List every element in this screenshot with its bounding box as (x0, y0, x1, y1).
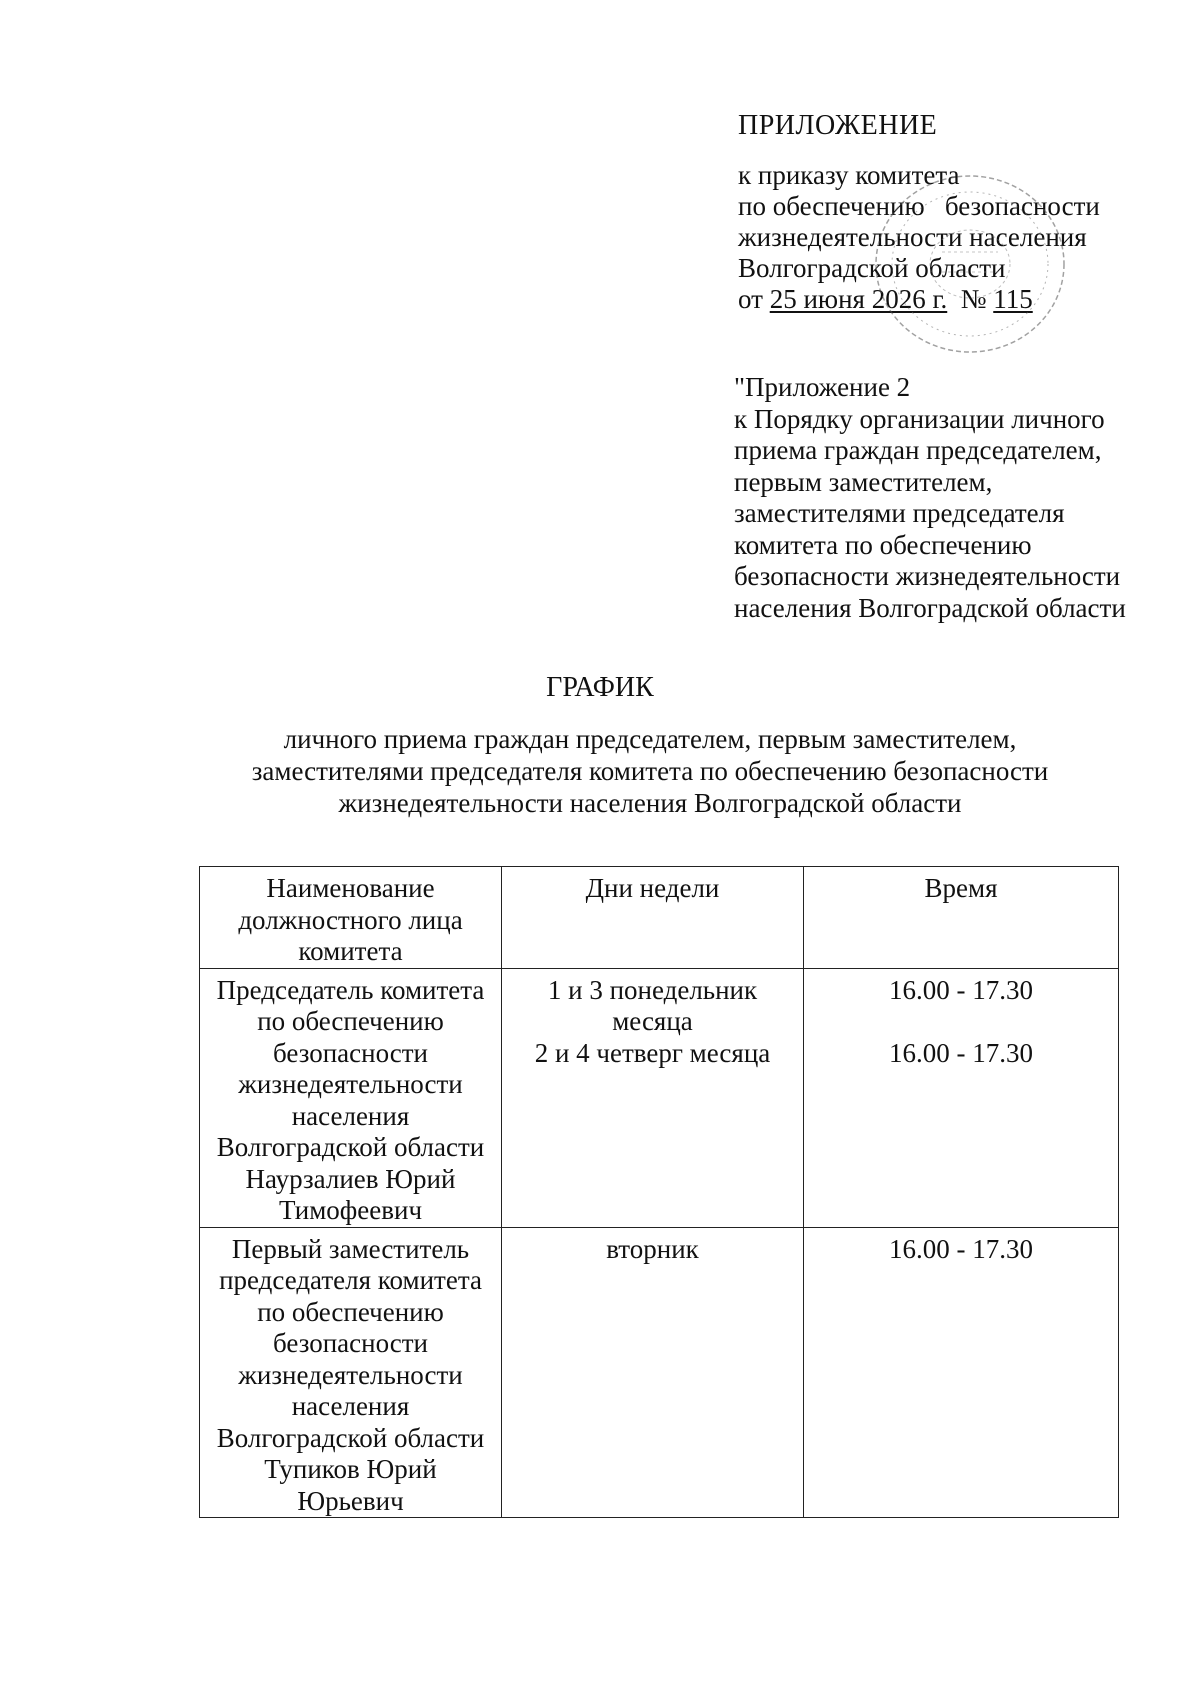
official-line: Юрьевич (297, 1485, 404, 1516)
order-ref-line: по обеспечению безопасности (738, 191, 1100, 221)
header-days (502, 867, 804, 969)
official-line: Наурзалиев Юрий (245, 1163, 456, 1194)
table-header-row (200, 867, 1119, 969)
procedure-ref-line: первым заместителем, (734, 466, 993, 497)
order-number-sign: № (960, 284, 994, 314)
official-line: по обеспечению (257, 1006, 444, 1036)
time-value: 16.00 - 17.30 (889, 974, 1033, 1005)
order-ref-line: Волгоградской области (738, 253, 1006, 283)
subtitle-line: заместителями председателя комитета по обеспечению безопасности (251, 756, 1049, 786)
procedure-ref-line: приема граждан председателем, (734, 435, 1102, 465)
procedure-ref-line: комитета по обеспечению (734, 529, 1032, 560)
order-number: 115 (993, 284, 1033, 314)
header-official-line: должностного лица (238, 904, 463, 935)
schedule-table (199, 866, 1119, 1518)
official-line: Председатель комитета (216, 974, 485, 1005)
order-ref-line: жизнедеятельности населения (738, 222, 1087, 252)
procedure-ref-line: населения Волгоградской области (734, 592, 1126, 623)
order-date: 25 июня 2026 г. (769, 284, 948, 314)
official-line: Волгоградской области (216, 1422, 485, 1453)
official-line: по обеспечению (257, 1296, 444, 1327)
subtitle-line: жизнедеятельности населения Волгоградской области (338, 788, 962, 818)
procedure-ref-line: безопасности жизнедеятельности (734, 561, 1121, 591)
time-value: 16.00 - 17.30 (889, 1037, 1033, 1068)
row-official (200, 968, 502, 1227)
procedure-ref-line: заместителями председателя (734, 498, 1065, 528)
header-time-label: Время (924, 873, 998, 903)
official-line: председателя комитета (219, 1265, 482, 1295)
days-line: месяца (612, 1006, 693, 1036)
procedure-ref-line: к Порядку организации личного (734, 403, 1105, 434)
order-date-prefix: от (738, 284, 770, 314)
schedule-title: ГРАФИК (546, 672, 654, 703)
subtitle-line: личного приема граждан председателем, первым заместителем, (283, 724, 1017, 754)
procedure-ref-line: "Приложение 2 (734, 372, 911, 402)
header-official (200, 867, 502, 969)
header-official-line: Наименование (266, 873, 435, 903)
table-row (200, 968, 1119, 1227)
appendix-title: ПРИЛОЖЕНИЕ (738, 110, 938, 141)
order-ref-line: к приказу комитета (738, 160, 960, 190)
days-line: 1 и 3 понедельник (547, 974, 758, 1005)
days-line: 2 и 4 четверг месяца (534, 1037, 771, 1068)
official-line: Волгоградской области (216, 1132, 485, 1162)
header-days-label: Дни недели (585, 873, 720, 903)
time-value: 16.00 - 17.30 (889, 1233, 1033, 1264)
row-official (200, 1227, 502, 1518)
days-line: вторник (606, 1233, 699, 1264)
official-line: Тупиков Юрий (264, 1454, 437, 1484)
header-time (804, 867, 1119, 969)
official-stamp-icon (872, 172, 1068, 356)
row-time (804, 1227, 1119, 1518)
official-line: безопасности (273, 1037, 428, 1068)
official-line: безопасности (273, 1328, 428, 1358)
procedure-reference (734, 372, 1126, 624)
header-official-line: комитета (298, 936, 403, 966)
schedule-subtitle (150, 724, 1150, 820)
official-line: жизнедеятельности (238, 1069, 463, 1099)
official-line: Тимофеевич (278, 1195, 423, 1225)
official-line: Первый заместитель (231, 1233, 470, 1264)
official-line: жизнедеятельности (238, 1359, 463, 1390)
official-line: населения (291, 1391, 410, 1421)
official-line: населения (291, 1100, 410, 1131)
row-days (502, 968, 804, 1227)
row-time (804, 968, 1119, 1227)
row-days (502, 1227, 804, 1518)
table-row (200, 1227, 1119, 1518)
